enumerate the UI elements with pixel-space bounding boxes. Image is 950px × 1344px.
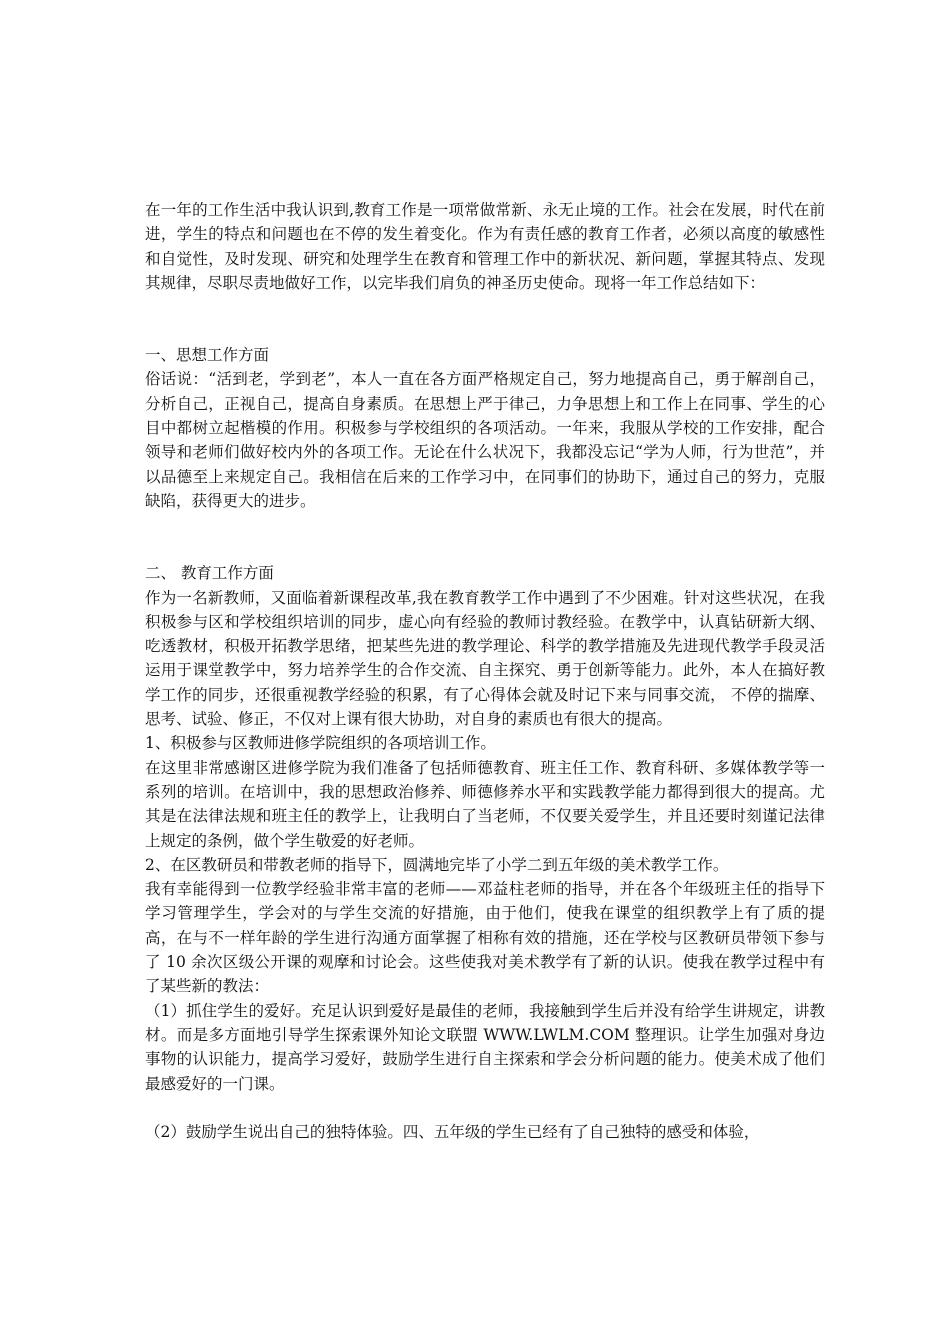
paragraph-spacer bbox=[145, 1096, 825, 1120]
item1-title: 1、积极参与区教师进修学院组织的各项培训工作。 bbox=[145, 734, 496, 753]
item2-title: 2、在区教研员和带教老师的指导下，圆满地完毕了小学二到五年级的美术教学工作。 bbox=[145, 855, 729, 874]
item2-paragraph: 我有幸能得到一位教学经验非常丰富的老师——邓益柱老师的指导，并在各个年级班主任的指导下学习管理学生，学会对的与学生交流的好措施，由于他们，使我在课堂的组织教学上有了质的提高，在与不一样年龄的学生进行沟通方面掌握了相称有效的措施，还在学校与区教研员带领下参与了 10 余次区级公开课的观摩和讨论会。这些使我对美术教学有了新的认识。使我在教学过程中有了某些新的教法： bbox=[145, 880, 825, 996]
section2-heading: 二、 教育工作方面 bbox=[145, 564, 274, 583]
item1-paragraph: 在这里非常感谢区进修学院为我们准备了包括师德教育、班主任工作、教育科研、多媒体教学等一系列的培训。在培训中，我的思想政治修养、师德修养水平和实践教学能力都得到很大的提高。尤其是在法律法规和班主任的教学上，让我明白了当老师，不仅要关爱学生，并且还要时刻谨记法律上规定的条例，做个学生敬爱的好老师。 bbox=[145, 758, 825, 850]
point2-paragraph: （2）鼓励学生说出自己的独特体验。四、五年级的学生已经有了自己独特的感受和体验， bbox=[145, 1122, 760, 1141]
point1-paragraph: （1）抓住学生的爱好。充足认识到爱好是最佳的老师，我接触到学生后并没有给学生讲规定，讲教材。而是多方面地引导学生探索课外知论文联盟 WWW.LWLM.COM 整理识。让学生加强对身边事物的认识能力，提高学习爱好，鼓励学生进行自主探索和学会分析问题的能力。使美术成了他们最感爱好的一门课。 bbox=[145, 1001, 825, 1093]
section1-paragraph: 俗话说：“活到老，学到老”，本人一直在各方面严格规定自己，努力地提高自己，勇于解剖自己，分析自己，正视自己，提高自身素质。在思想上严于律己，力争思想上和工作上在同事、学生的心目中都树立起楷模的作用。积极参与学校组织的各项活动。一年来，我服从学校的工作安排，配合领导和老师们做好校内外的各项工作。无论在什么状况下，我都没忘记“学为人师，行为世范”，并以品德至上来规定自己。我相信在后来的工作学习中，在同事们的协助下，通过自己的努力，克服缺陷，获得更大的进步。 bbox=[145, 370, 825, 510]
section1-heading: 一、思想工作方面 bbox=[145, 346, 270, 365]
section2-paragraph: 作为一名新教师，又面临着新课程改革,我在教育教学工作中遇到了不少困难。针对这些状况，在我积极参与区和学校组织培训的同步，虚心向有经验的教师讨教经验。在教学中，认真钻研新大纲、吃透教材，积极开拓教学思绪，把某些先进的教学理论、科学的教学措施及先进现代教学手段灵活运用于课堂教学中，努力培养学生的合作交流、自主探究、勇于创新等能力。此外，本人在搞好教学工作的同步，还很重视教学经验的积累，有了心得体会就及时记下来与同事交流， 不停的揣摩、思考、试验、修正，不仅对上课有很大协助，对自身的素质也有很大的提高。 bbox=[145, 588, 825, 729]
intro-paragraph: 在一年的工作生活中我认识到,教育工作是一项常做常新、永无止境的工作。社会在发展，时代在前进，学生的特点和问题也在不停的发生着变化。作为有责任感的教育工作者，必须以高度的敏感性和自觉性，及时发现、研究和处理学生在教育和管理工作中的新状况、新问题，掌握其特点、发现其规律，尽职尽责地做好工作，以完毕我们肩负的神圣历史使命。现将一年工作总结如下： bbox=[145, 201, 825, 292]
paragraph-spacer bbox=[145, 295, 825, 343]
paragraph-spacer bbox=[145, 513, 825, 561]
document-body bbox=[145, 198, 825, 1144]
